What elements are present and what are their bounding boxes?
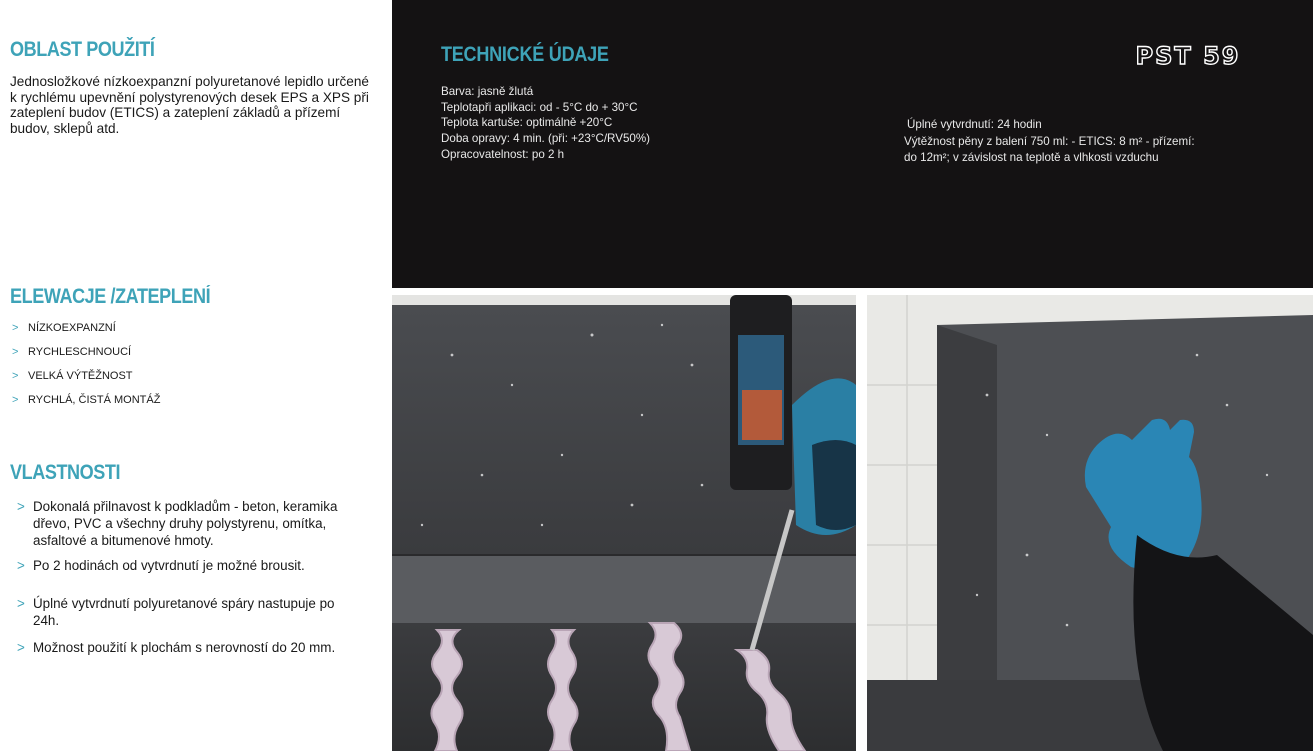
svg-text:PST 59: PST 59 [1135,42,1241,70]
tech-line: Teplotapři aplikaci: od - 5°C do + 30°C [441,101,638,114]
tech-line: Doba opravy: 4 min. (při: +23°C/RV50%) [441,132,651,145]
application-photo [392,295,856,751]
property-item: > Po 2 hodinách od vytvrdnutí je možné brousit. [17,558,305,573]
property-item: > Možnost použití k plochám s nerovností do 20 mm. [17,640,336,655]
property-item: > Úplné vytvrdnutí polyuretanové spáry nastupuje po 24h. [17,596,335,628]
chevron-right-icon: > [17,558,25,573]
elevace-title: ELEWACJE /ZATEPLENÍ [10,285,211,308]
oblast-text: Jednosložkové nízkoexpanzní polyuretanové lepidlo určené k rychlému upevnění polystyrenových desek EPS a XPS při zateplení budov (ETICS) a zateplení základů a přízemí budov, sklepů atd. [10,74,369,136]
oblast-title: OBLAST POUŽITÍ [10,38,155,61]
installation-photo [867,295,1313,751]
chevron-right-icon: > [12,394,19,406]
tech-line: Výtěžnost pěny z balení 750 ml: - ETICS: 8 m² - přízemí: [904,135,1195,148]
feature-item: > VELKÁ VÝTĚŽNOST [12,370,133,382]
technical-title: TECHNICKÉ ÚDAJE [441,43,609,66]
tech-line: do 12m²; v závislost na teplotě a vlhkosti vzduchu [904,151,1159,164]
chevron-right-icon: > [12,370,19,382]
chevron-right-icon: > [17,596,25,611]
feature-item: > RYCHLÁ, ČISTÁ MONTÁŽ [12,394,161,406]
left-column [0,0,392,751]
chevron-right-icon: > [12,322,19,334]
vlastnosti-title: VLASTNOSTI [10,461,121,484]
feature-item: > NÍZKOEXPANZNÍ [12,322,116,334]
property-item: > Dokonalá přilnavost k podkladům - beton, keramika dřevo, PVC a všechny druhy polystyrenu, omítka, asfaltové a bitumenové hmoty. [17,499,338,548]
product-logo [1128,42,1248,70]
tech-line: Teplota kartuše: optimálně +20°C [441,116,613,129]
chevron-right-icon: > [17,499,25,514]
tech-line: Barva: jasně žlutá [441,85,534,98]
tech-line: Úplné vytvrdnutí: 24 hodin [907,118,1042,131]
tech-line: Opracovatelnost: po 2 h [441,148,565,161]
chevron-right-icon: > [12,346,19,358]
feature-item: > RYCHLESCHNOUCÍ [12,346,132,358]
chevron-right-icon: > [17,640,25,655]
